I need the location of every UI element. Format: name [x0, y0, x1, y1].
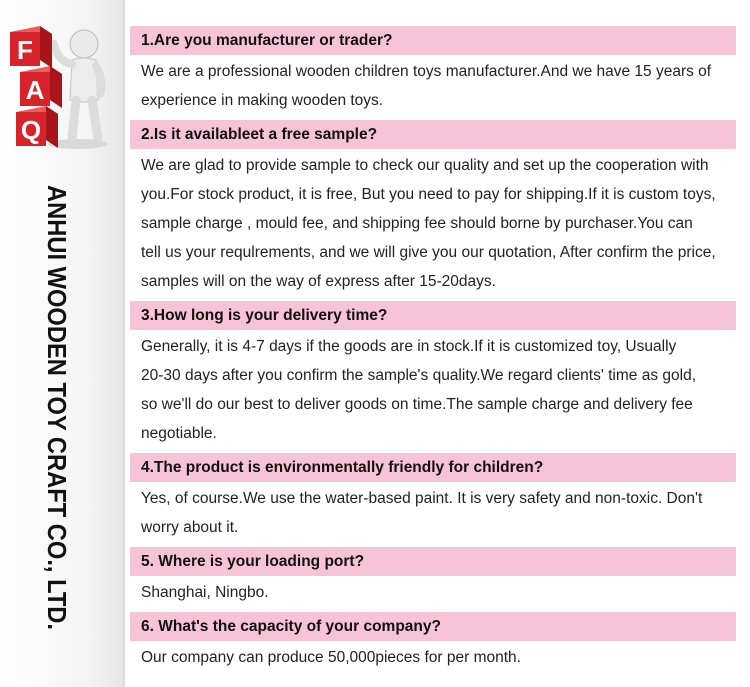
faq-item [130, 26, 736, 120]
faq-list [130, 26, 736, 672]
faq-cube-q [16, 106, 58, 148]
svg-text:F: F [17, 35, 33, 65]
company-name: ANHUI WOODEN TOY CRAFT CO., LTD. [42, 185, 72, 635]
faq-answer: Generally, it is 4-7 days if the goods are in stock.If it is customized toy, Usually 20-30 days after you confirm the sample's quality.We regard clients' time as gold, so we'll do our best to deliver goods on time.The sample charge and delivery fee negotiable. [141, 338, 696, 442]
faq-cube-f [10, 26, 52, 68]
faq-answer: Our company can produce 50,000pieces for per month. [141, 649, 521, 666]
svg-text:A: A [25, 75, 45, 105]
faq-cube-a [20, 66, 62, 108]
faq-answer: We are a professional wooden children toys manufacturer.And we have 15 years of experience in making wooden toys. [141, 63, 712, 109]
faq-answer: We are glad to provide sample to check our quality and set up the cooperation with you.For stock product, it is free, But you need to pay for shipping.If it is custom toys, sample charge , mould fee, and shipping fee should borne by purchaser.You can tell us your requlrements, and we will give you our quotation, After confirm the price, samples will on the way of express after 15-20days. [141, 157, 716, 290]
faq-question: 5. Where is your loading port? [130, 547, 736, 576]
faq-item [130, 120, 736, 301]
faq-item [130, 612, 736, 672]
side-panel [0, 0, 125, 687]
company-name-vertical [30, 185, 90, 635]
faq-answer: Shanghai, Ningbo. [141, 584, 269, 601]
faq-item [130, 547, 736, 612]
svg-text:Q: Q [20, 115, 42, 145]
faq-question: 2.Is it availableet a free sample? [130, 120, 736, 149]
faq-logo [6, 22, 118, 152]
faq-question: 4.The product is environmentally friendly for children? [130, 453, 736, 482]
faq-question: 6. What's the capacity of your company? [130, 612, 736, 641]
faq-item [130, 453, 736, 547]
faq-question: 3.How long is your delivery time? [130, 301, 736, 330]
faq-item [130, 301, 736, 453]
faq-answer: Yes, of course.We use the water-based paint. It is very safety and non-toxic. Don't worry about it. [141, 490, 703, 536]
faq-question: 1.Are you manufacturer or trader? [130, 26, 736, 55]
